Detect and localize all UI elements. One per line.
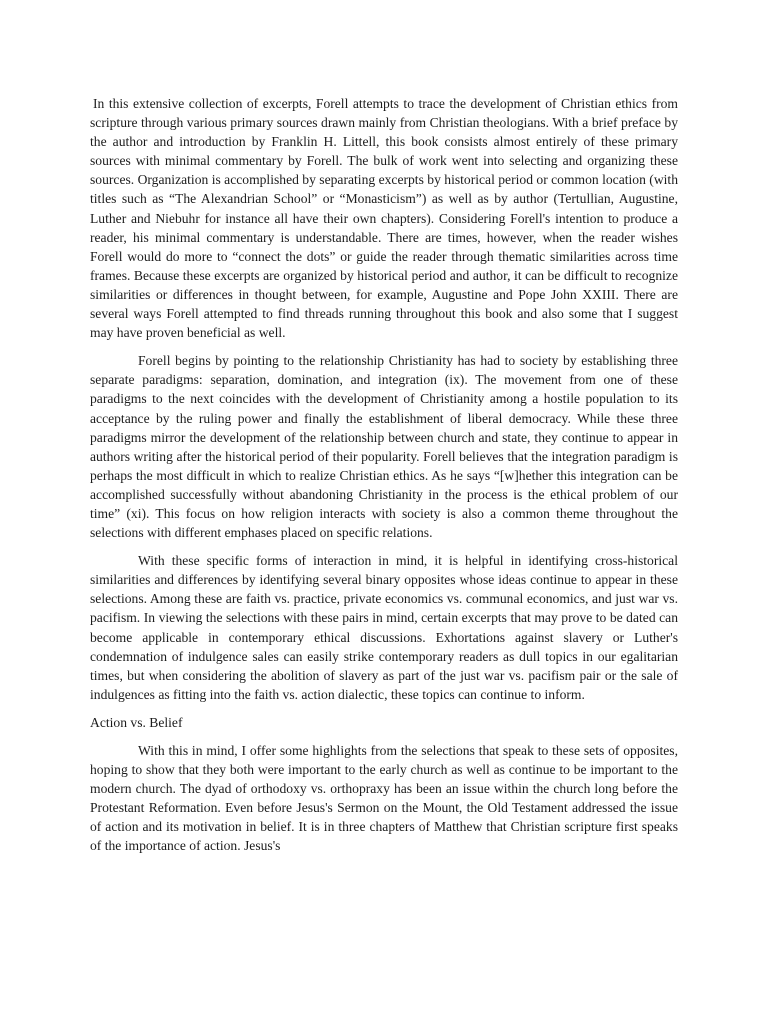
paragraph-binary-opposites: With these specific forms of interaction in mind, it is helpful in identifying cross-historical similarities and differences by identifying several binary opposites whose ideas continue to appear in these selections. Among these are faith vs. practice, private economics vs. communal economics, and just war vs. pacifism. In viewing the selections with these pairs in mind, certain excerpts that may prove to be dated can become applicable in contemporary ethical discussions. Exhortations against slavery or Luther's condemnation of indulgence sales can easily strike contemporary readers as dull topics in our egalitarian times, but when considering the abolition of slavery as part of the just war vs. pacifism pair or the sale of indulgences as fitting into the faith vs. action dialectic, these topics can continue to inform. <box>90 553 678 702</box>
document-page <box>90 94 678 865</box>
section-heading: Action vs. Belief <box>90 714 183 730</box>
paragraph-intro: In this extensive collection of excerpts, Forell attempts to trace the development of Christian ethics from scripture through various primary sources drawn mainly from Christian theologians. With a brief preface by the author and introduction by Franklin H. Littell, this book consists almost entirely of these primary sources with minimal commentary by Forell. The bulk of work went into selecting and organizing these sources. Organization is accomplished by separating excerpts by historical period or common location (with titles such as “The Alexandrian School” or “Monasticism”) as well as by author (Tertullian, Augustine, Luther and Niebuhr for instance all have their own chapters). Considering Forell's intention to produce a reader, his minimal commentary is understandable. There are times, however, when the reader wishes Forell would do more to “connect the dots” or guide the reader through thematic similarities across time frames. Because these excerpts are organized by historical period and author, it can be difficult to recognize similarities or differences in thought between, for example, Augustine and Pope John XXIII. There are several ways Forell attempted to find threads running throughout this book and also some that I suggest may have proven beneficial as well. <box>90 96 678 341</box>
paragraph-action-belief: With this in mind, I offer some highlights from the selections that speak to these sets of opposites, hoping to show that they both were important to the early church as well as continue to be important to the modern church. The dyad of orthodoxy vs. orthopraxy has been an issue within the church long before the Protestant Reformation. Even before Jesus's Sermon on the Mount, the Old Testament addressed the issue of action and its motivation in belief. It is in three chapters of Matthew that Christian scripture first speaks of the importance of action. Jesus's <box>90 743 678 854</box>
paragraph-paradigms: Forell begins by pointing to the relationship Christianity has had to society by establishing three separate paradigms: separation, domination, and integration (ix). The movement from one of these paradigms to the next coincides with the development of Christianity among a hostile population to its acceptance by the ruling power and finally the establishment of liberal democracy. While these three paradigms mirror the development of the relationship between church and state, they continue to appear in authors writing after the historical period of their popularity. Forell believes that the integration paradigm is perhaps the most difficult in which to realize Christian ethics. As he says “[w]hether this integration can be accomplished successfully without abandoning Christianity in the process is the ethical problem of our time” (xi). This focus on how religion interacts with society is also a common theme throughout the selections with different emphases placed on specific relations. <box>90 353 678 541</box>
